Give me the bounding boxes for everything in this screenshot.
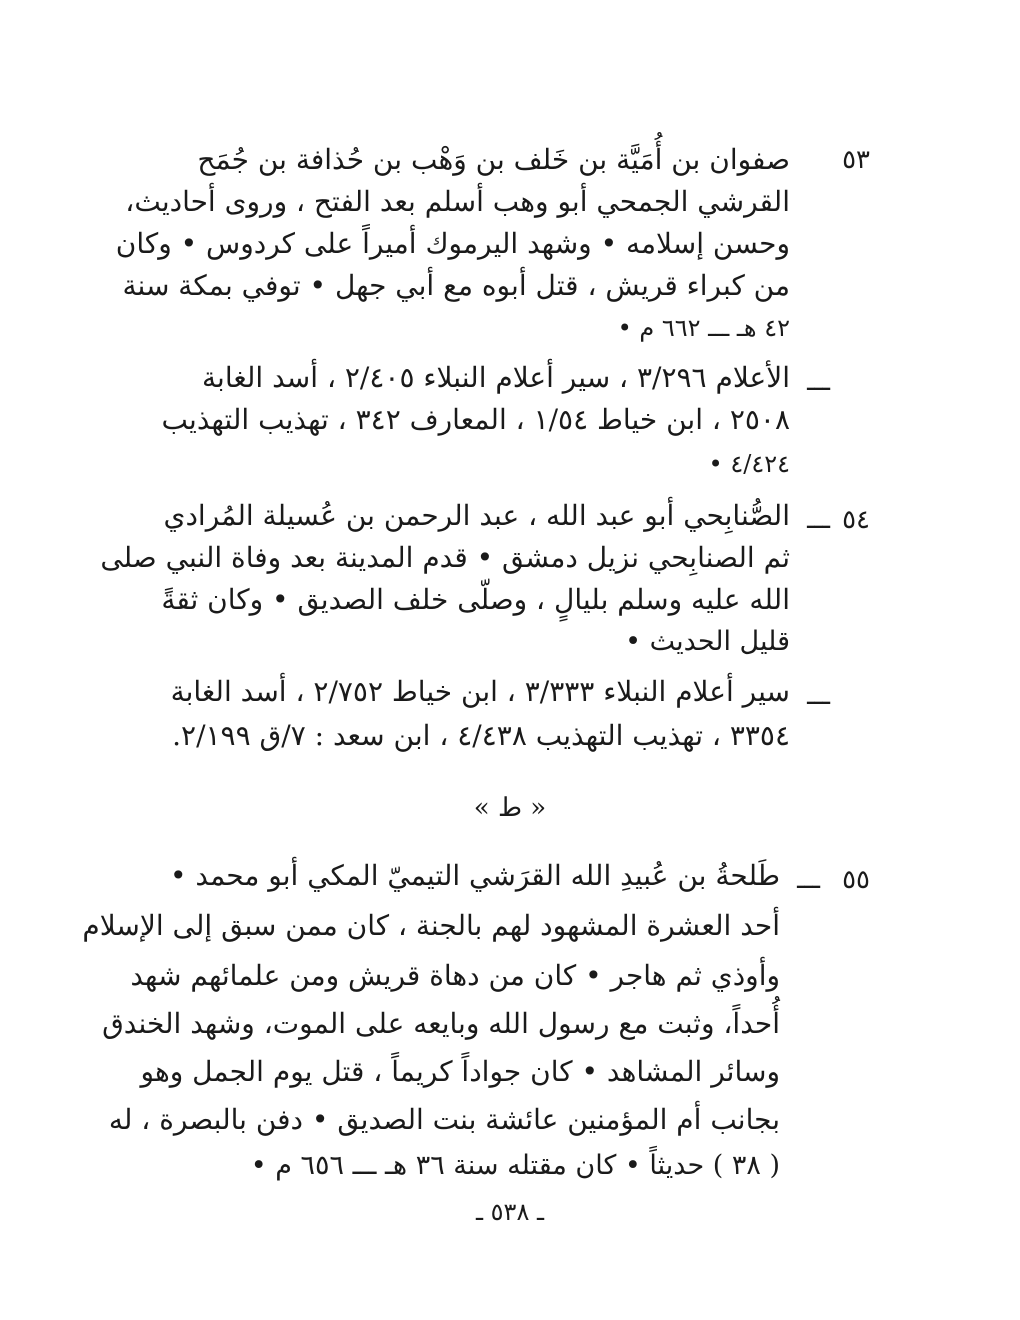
entry-line: وحسن إسلامه • وشهد اليرموك أميراً على كردوس • وكان [115, 227, 790, 260]
entry-line: أحد العشرة المشهود لهم بالجنة ، كان ممن سبق إلى الإسلام [82, 909, 780, 942]
entry-line: بجانب أم المؤمنين عائشة بنت الصديق • دفن بالبصرة ، له [108, 1103, 780, 1136]
entry-line: أُحداً، وثبت مع رسول الله وبايعه على الموت، وشهد الخندق [102, 1007, 780, 1040]
entry-line: الصُّنابِحي أبو عبد الله ، عبد الرحمن بن عُسيلة المُرادي [163, 499, 790, 532]
entry-line: القرشي الجمحي أبو وهب أسلم بعد الفتح ، وروى أحاديث، [125, 185, 790, 218]
entry-line: وسائر المشاهد • كان جواداً كريماً ، قتل يوم الجمل وهو [140, 1055, 780, 1088]
reference-dash: ـــ [807, 367, 830, 397]
entry-line: ثم الصنابِحي نزيل دمشق • قدم المدينة بعد وفاة النبي صلى [100, 541, 790, 574]
entry-line: ( ٣٨ ) حديثاً • كان مقتله سنة ٣٦ هـ ـــ ٦٥٦ م • [250, 1150, 780, 1181]
entry-number: ٥٥ [842, 865, 870, 895]
reference-line: الأعلام ٣/٢٩٦ ، سير أعلام النبلاء ٢/٤٠٥ ، أسد الغابة [202, 361, 790, 394]
page-number: ـ ٥٣٨ ـ [475, 1198, 544, 1226]
reference-line: سير أعلام النبلاء ٣/٣٣٣ ، ابن خياط ٢/٧٥٢ ، أسد الغابة [170, 675, 790, 708]
entry-dash: ـــ [797, 865, 820, 895]
section-heading: « ط » [473, 793, 547, 823]
entry-line: قليل الحديث • [625, 626, 790, 657]
entry-number: ٥٤ [842, 505, 870, 535]
entry-dash: ـــ [807, 505, 830, 535]
reference-line: ٢٥٠٨ ، ابن خياط ١/٥٤ ، المعارف ٣٤٢ ، تهذيب التهذيب [161, 403, 790, 436]
entry-line: الله عليه وسلم بليالٍ ، وصلّى خلف الصديق • وكان ثقةً [161, 583, 790, 616]
entry-line: ٤٢ هـ ـــ ٦٦٢ م • [617, 314, 790, 342]
entry-number: ٥٣ [842, 145, 870, 175]
entry-line: صفوان بن أُمَيَّة بن خَلف بن وَهْب بن حُذافة بن جُمَح [197, 143, 790, 176]
reference-line: ٤/٤٢٤ • [708, 450, 790, 478]
entry-line: وأوذي ثم هاجر • كان من دهاة قريش ومن علمائهم شهد [130, 959, 780, 992]
entry-line: طَلحةُ بن عُبيدِ الله القرَشي التيميّ المكي أبو محمد • [169, 859, 780, 892]
entry-line: من كبراء قريش ، قتل أبوه مع أبي جهل • توفي بمكة سنة [122, 269, 790, 302]
reference-line: ٣٣٥٤ ، تهذيب التهذيب ٤/٤٣٨ ، ابن سعد : ٧/ق ٢/١٩٩. [172, 719, 790, 752]
reference-dash: ـــ [807, 681, 830, 711]
